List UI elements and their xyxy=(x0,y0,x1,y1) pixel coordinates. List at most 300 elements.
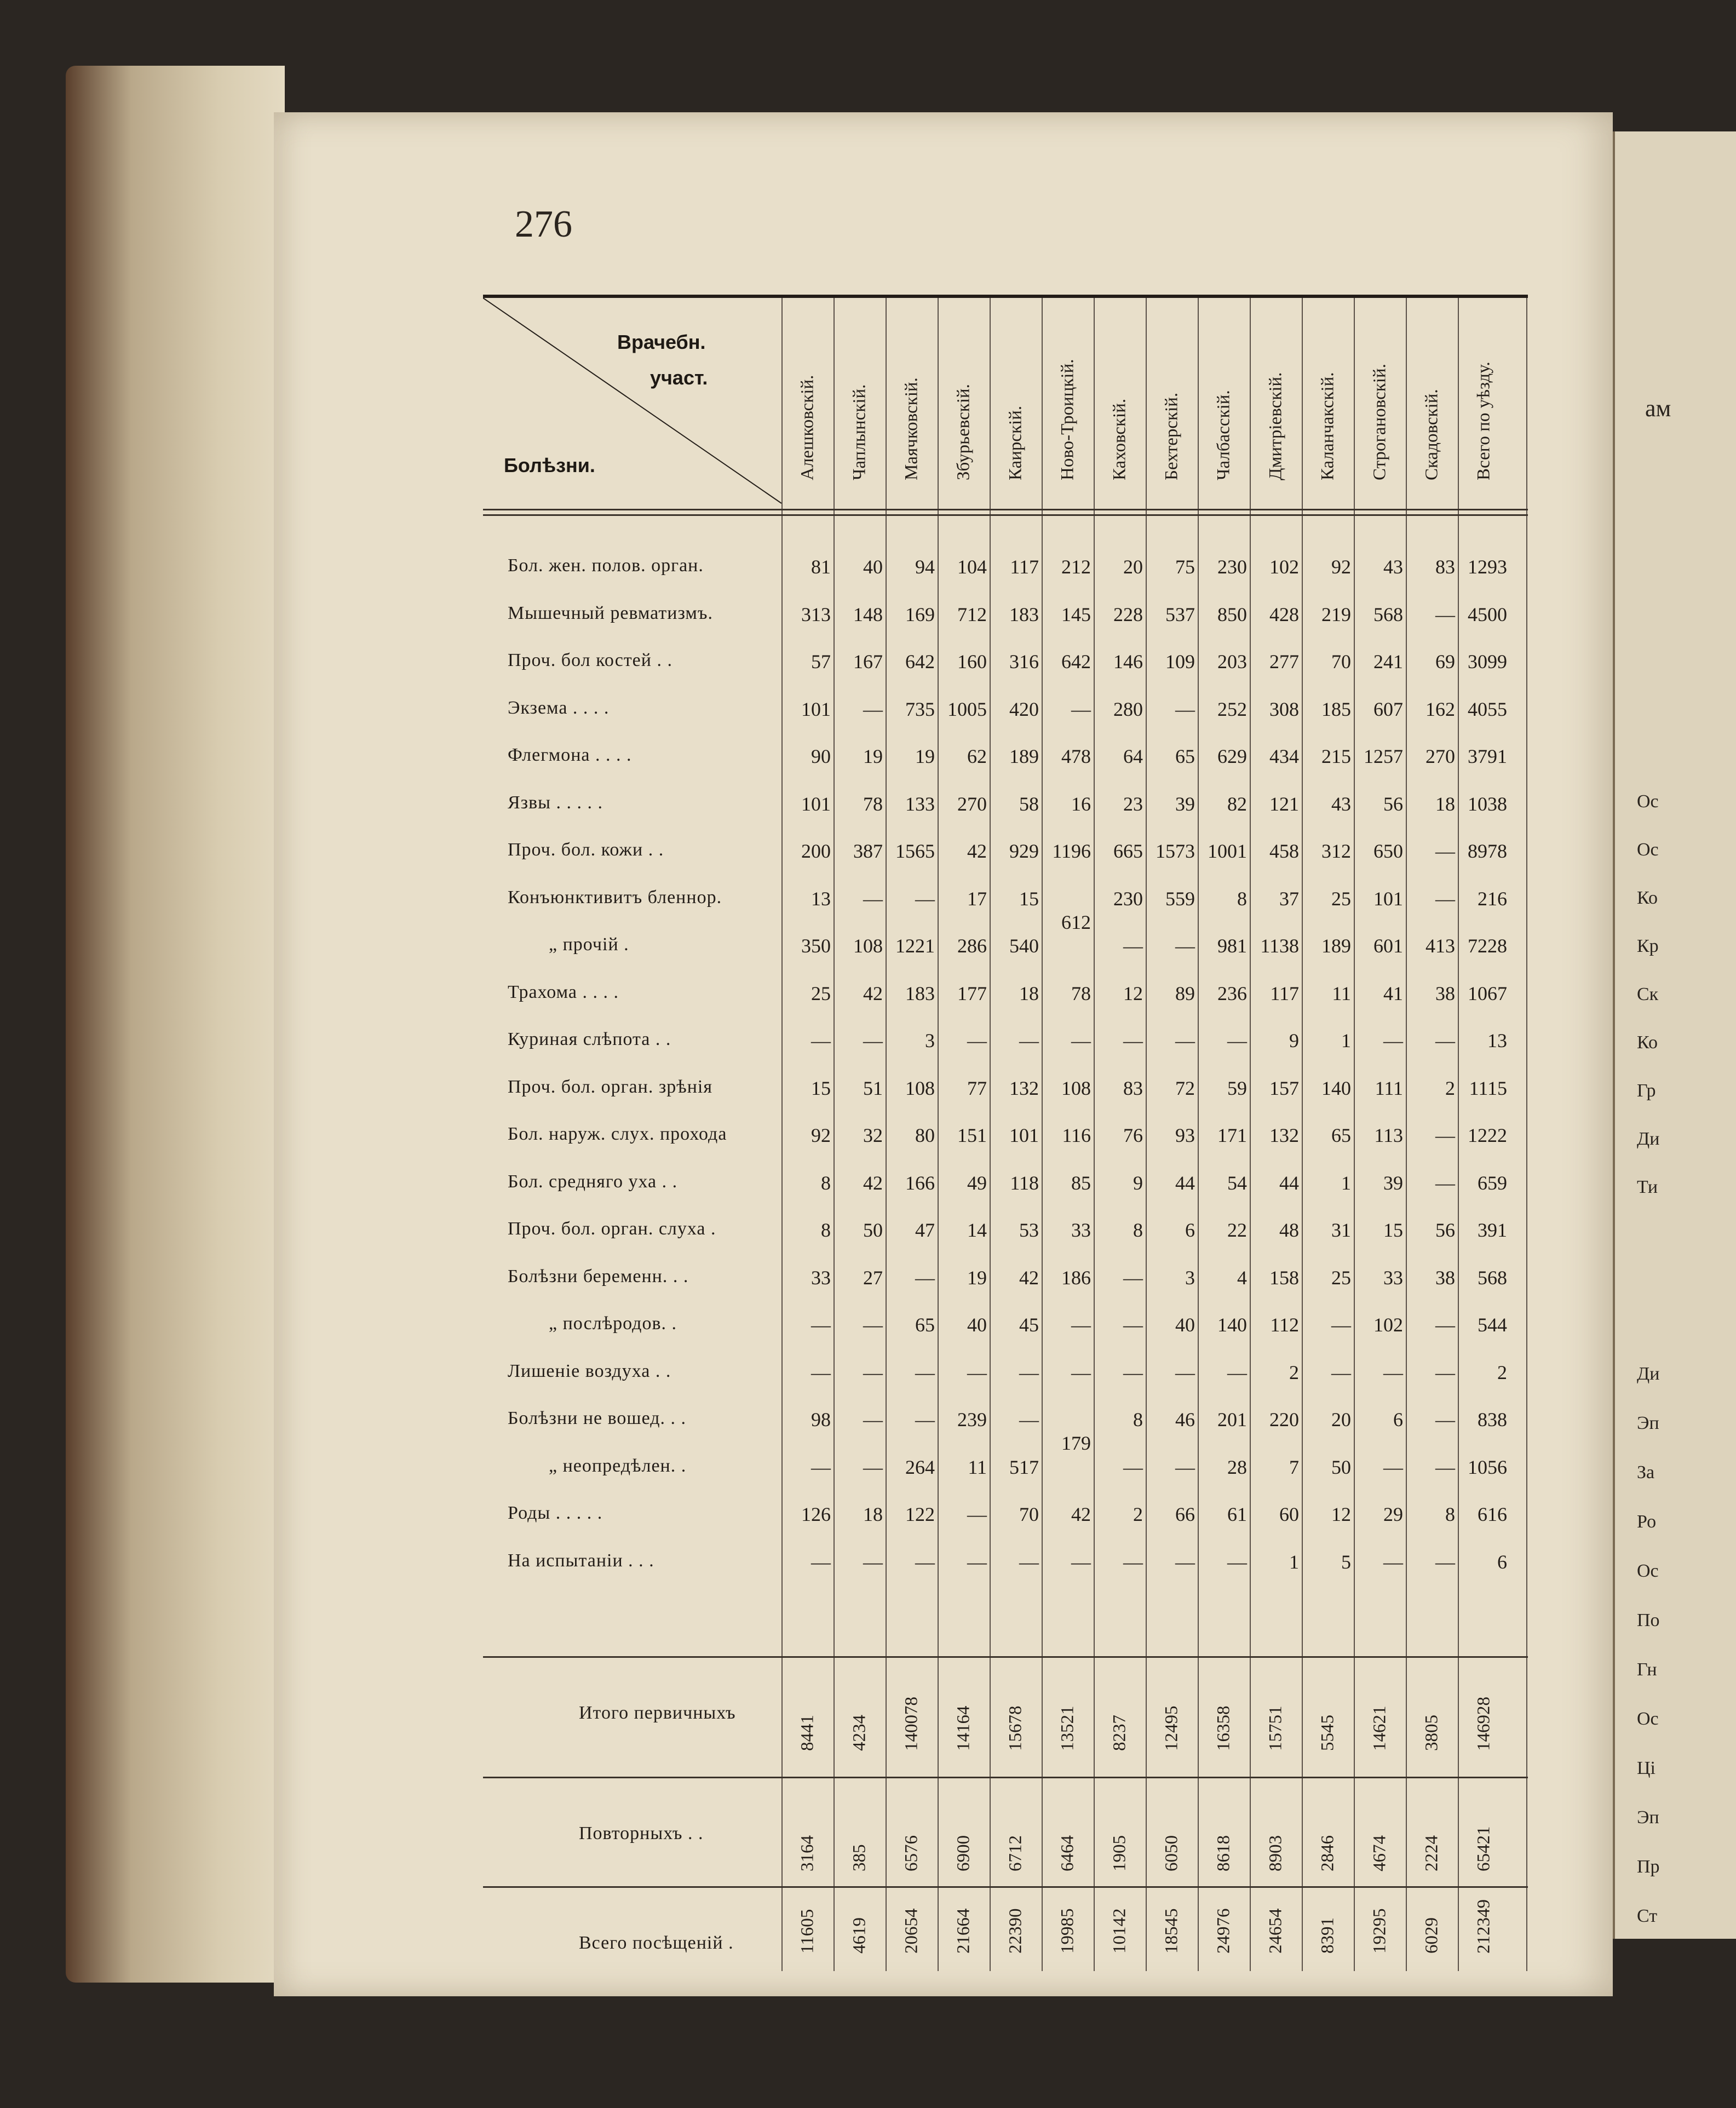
table-cell: 151 xyxy=(957,1124,987,1146)
table-cell: 42 xyxy=(863,1171,883,1194)
column-header-label: Чаплынскій. xyxy=(849,384,869,480)
table-cell: 18 xyxy=(863,1503,883,1525)
facing-page-line: Ти xyxy=(1637,1177,1658,1197)
total-cell xyxy=(1406,1664,1458,1771)
table-cell: — xyxy=(811,1314,831,1336)
table-cell: 391 xyxy=(1478,1219,1507,1241)
total-value: 3164 xyxy=(797,1835,817,1871)
table-cell: — xyxy=(1019,1550,1039,1573)
table-cell: 9 xyxy=(1133,1171,1143,1194)
table-cell: 183 xyxy=(905,982,935,1004)
table-cell: 18 xyxy=(1019,982,1039,1004)
total-value: 22390 xyxy=(1005,1908,1025,1954)
table-cell: — xyxy=(967,1030,987,1052)
table-cell: 49 xyxy=(967,1171,987,1194)
table-cell: 568 xyxy=(1373,603,1403,625)
column-header xyxy=(1302,320,1354,501)
total-value: 10142 xyxy=(1110,1908,1129,1954)
total-cell xyxy=(1198,1894,1250,1974)
total-value: 2846 xyxy=(1318,1835,1337,1871)
total-value: 20654 xyxy=(901,1908,921,1954)
table-cell: — xyxy=(1175,935,1195,957)
table-cell: 8 xyxy=(1133,1219,1143,1241)
total-cell xyxy=(990,1664,1042,1771)
total-cell xyxy=(1198,1785,1250,1892)
table-cell: 60 xyxy=(1279,1503,1299,1525)
total-cell xyxy=(781,1894,833,1974)
table-cell: 78 xyxy=(1071,982,1091,1004)
table-cell: 219 xyxy=(1321,603,1351,625)
table-cell: 146 xyxy=(1113,651,1143,673)
table-cell: 312 xyxy=(1321,840,1351,862)
table-cell: — xyxy=(1019,1409,1039,1431)
table-cell: 12 xyxy=(1331,1503,1351,1525)
table-cell: 56 xyxy=(1383,792,1403,815)
table-cell: 50 xyxy=(863,1219,883,1241)
total-value: 2224 xyxy=(1422,1835,1441,1871)
row-label: Бол. средняго уха . . xyxy=(508,1171,678,1192)
table-cell: 113 xyxy=(1374,1124,1403,1146)
column-header xyxy=(1042,320,1094,501)
table-cell: 1001 xyxy=(1208,840,1247,862)
total-value: 8618 xyxy=(1214,1835,1233,1871)
table-cell: 735 xyxy=(905,698,935,720)
table-cell: 1 xyxy=(1341,1171,1351,1194)
table-cell: 6 xyxy=(1393,1409,1403,1431)
row-label: Куриная слѣпота . . xyxy=(508,1029,671,1049)
table-cell: — xyxy=(863,1030,883,1052)
table-cell: 104 xyxy=(957,556,987,578)
total-cell xyxy=(886,1664,938,1771)
table-cell: — xyxy=(1071,1550,1091,1573)
table-cell: 50 xyxy=(1331,1456,1351,1478)
total-value: 1905 xyxy=(1110,1835,1129,1871)
table-cell: — xyxy=(1383,1456,1403,1478)
table-cell: — xyxy=(1435,1409,1455,1431)
total-value: 8237 xyxy=(1110,1715,1129,1751)
table-cell: 70 xyxy=(1331,651,1351,673)
total-value: 65421 xyxy=(1474,1826,1493,1871)
table-cell: 83 xyxy=(1435,556,1455,578)
facing-page-line: Ко xyxy=(1637,888,1658,908)
table-cell: 642 xyxy=(905,651,935,673)
total-cell xyxy=(1458,1894,1510,1974)
table-cell: — xyxy=(1227,1030,1247,1052)
row-label: Конъюнктивитъ бленнор. xyxy=(508,887,722,907)
table-cell: — xyxy=(1383,1030,1403,1052)
table-cell: — xyxy=(1123,1030,1143,1052)
facing-page-line: Ос xyxy=(1637,1561,1659,1581)
table-cell: 185 xyxy=(1321,698,1351,720)
table-cell: 39 xyxy=(1175,792,1195,815)
table-cell: 3 xyxy=(1185,1266,1195,1289)
table-cell: 20 xyxy=(1331,1409,1351,1431)
table-cell: 1056 xyxy=(1468,1456,1507,1478)
table-cell: 162 xyxy=(1425,698,1455,720)
table-cell: — xyxy=(1123,935,1143,957)
total-cell xyxy=(1146,1785,1198,1892)
total-value: 19295 xyxy=(1370,1908,1389,1954)
table-cell: 132 xyxy=(1009,1077,1039,1099)
column-header-label: Ново-Троицкій. xyxy=(1057,359,1077,480)
table-cell: 108 xyxy=(853,935,883,957)
facing-page-line: Ро xyxy=(1637,1512,1657,1532)
total-cell xyxy=(1354,1664,1406,1771)
table-cell: — xyxy=(1227,1361,1247,1383)
table-cell: 46 xyxy=(1175,1409,1195,1431)
table-cell: 478 xyxy=(1061,745,1091,767)
table-cell: 929 xyxy=(1009,840,1039,862)
table-cell: 42 xyxy=(1071,1503,1091,1525)
total-cell xyxy=(1198,1664,1250,1771)
table-cell: — xyxy=(1175,1361,1195,1383)
table-cell: 241 xyxy=(1373,651,1403,673)
table-cell: 85 xyxy=(1071,1171,1091,1194)
corner-label-top: Врачебн. xyxy=(617,331,706,353)
merged-cell-konjunktivit: 612 xyxy=(1061,911,1091,933)
table-cell: 280 xyxy=(1113,698,1143,720)
table-cell: — xyxy=(1175,1550,1195,1573)
table-cell: 186 xyxy=(1061,1266,1091,1289)
table-cell: 32 xyxy=(863,1124,883,1146)
table-cell: 23 xyxy=(1123,792,1143,815)
table-cell: 413 xyxy=(1425,935,1455,957)
table-cell: 200 xyxy=(801,840,831,862)
table-cell: — xyxy=(863,698,883,720)
table-cell: 109 xyxy=(1165,651,1195,673)
total-cell xyxy=(1042,1664,1094,1771)
table-cell: 82 xyxy=(1227,792,1247,815)
table-cell: 116 xyxy=(1062,1124,1091,1146)
total-value: 19985 xyxy=(1057,1908,1077,1954)
total-value: 14621 xyxy=(1370,1705,1389,1751)
table-cell: 216 xyxy=(1478,887,1507,910)
table-cell: 25 xyxy=(811,982,831,1004)
corner-label-bottom: Болѣзни. xyxy=(504,454,595,476)
table-cell: 1196 xyxy=(1052,840,1091,862)
table-cell: — xyxy=(1071,1361,1091,1383)
table-cell: 62 xyxy=(967,745,987,767)
table-cell: 19 xyxy=(915,745,935,767)
table-cell: — xyxy=(1435,1030,1455,1052)
table-cell: 38 xyxy=(1435,1266,1455,1289)
table-cell: 458 xyxy=(1269,840,1299,862)
table-cell: 122 xyxy=(905,1503,935,1525)
table-cell: 12 xyxy=(1123,982,1143,1004)
table-cell: 121 xyxy=(1269,792,1299,815)
table-cell: 544 xyxy=(1478,1314,1507,1336)
table-cell: 215 xyxy=(1321,745,1351,767)
table-cell: — xyxy=(1435,1361,1455,1383)
table-cell: 177 xyxy=(957,982,987,1004)
total-value: 146928 xyxy=(1474,1697,1493,1751)
table-cell: — xyxy=(811,1030,831,1052)
table-cell: 58 xyxy=(1019,792,1039,815)
table-cell: 31 xyxy=(1331,1219,1351,1241)
table-cell: 8978 xyxy=(1468,840,1507,862)
disease-table xyxy=(483,295,1528,1971)
table-cell: — xyxy=(1435,887,1455,910)
table-cell: — xyxy=(863,887,883,910)
total-cell xyxy=(1042,1785,1094,1892)
table-cell: 28 xyxy=(1227,1456,1247,1478)
table-cell: — xyxy=(915,1266,935,1289)
table-cell: 48 xyxy=(1279,1219,1299,1241)
table-cell: 183 xyxy=(1009,603,1039,625)
table-cell: 37 xyxy=(1279,887,1299,910)
table-cell: 665 xyxy=(1113,840,1143,862)
table-cell: 6 xyxy=(1185,1219,1195,1241)
table-cell: 77 xyxy=(967,1077,987,1099)
table-cell: 3791 xyxy=(1468,745,1507,767)
table-cell: 659 xyxy=(1478,1171,1507,1194)
table-cell: 220 xyxy=(1269,1409,1299,1431)
table-cell: 75 xyxy=(1175,556,1195,578)
table-cell: — xyxy=(1331,1361,1351,1383)
facing-page-fragment: ам xyxy=(1645,395,1671,422)
total-cell xyxy=(781,1785,833,1892)
table-cell: — xyxy=(1331,1314,1351,1336)
totals-rule xyxy=(483,1656,1528,1658)
total-value: 8903 xyxy=(1266,1835,1285,1871)
column-header xyxy=(1406,320,1458,501)
facing-page-line: Ос xyxy=(1637,840,1659,860)
table-cell: 90 xyxy=(811,745,831,767)
table-cell: 57 xyxy=(811,651,831,673)
table-cell: 45 xyxy=(1019,1314,1039,1336)
table-cell: 126 xyxy=(801,1503,831,1525)
column-header-label: Збурьевскій. xyxy=(953,384,973,480)
total-cell xyxy=(1302,1894,1354,1974)
total-cell xyxy=(1302,1785,1354,1892)
total-label: Итого первичныхъ xyxy=(579,1703,736,1723)
total-cell xyxy=(1250,1664,1302,1771)
table-cell: 1222 xyxy=(1468,1124,1507,1146)
total-value: 3805 xyxy=(1422,1715,1441,1751)
table-cell: 2 xyxy=(1289,1361,1299,1383)
total-cell xyxy=(1354,1785,1406,1892)
table-cell: 981 xyxy=(1217,935,1247,957)
table-cell: 117 xyxy=(1010,556,1039,578)
table-cell: 308 xyxy=(1269,698,1299,720)
table-cell: 39 xyxy=(1383,1171,1403,1194)
table-cell: 160 xyxy=(957,651,987,673)
table-cell: 5 xyxy=(1341,1550,1351,1573)
row-label: Проч. бол костей . . xyxy=(508,650,672,670)
table-cell: 13 xyxy=(1487,1030,1507,1052)
table-cell: 1293 xyxy=(1468,556,1507,578)
total-cell xyxy=(1094,1894,1146,1974)
table-cell: 102 xyxy=(1373,1314,1403,1336)
total-value: 8391 xyxy=(1318,1917,1337,1954)
row-label: На испытаніи . . . xyxy=(508,1550,654,1571)
column-header xyxy=(1146,320,1198,501)
table-cell: — xyxy=(1227,1550,1247,1573)
table-cell: 1565 xyxy=(895,840,935,862)
table-cell: 189 xyxy=(1321,935,1351,957)
table-cell: 166 xyxy=(905,1171,935,1194)
table-cell: 270 xyxy=(1425,745,1455,767)
table-cell: 89 xyxy=(1175,982,1195,1004)
facing-page-line: Ди xyxy=(1637,1129,1660,1149)
table-cell: — xyxy=(1123,1266,1143,1289)
table-cell: — xyxy=(1383,1361,1403,1383)
table-cell: 33 xyxy=(1383,1266,1403,1289)
column-header xyxy=(1198,320,1250,501)
row-label: Язвы . . . . . xyxy=(508,792,603,813)
table-cell: 42 xyxy=(863,982,883,1004)
table-cell: — xyxy=(967,1550,987,1573)
total-value: 24654 xyxy=(1266,1908,1285,1954)
table-cell: 1221 xyxy=(895,935,935,957)
table-cell: 145 xyxy=(1061,603,1091,625)
table-cell: 264 xyxy=(905,1456,935,1478)
row-label: Бол. жен. полов. орган. xyxy=(508,555,704,576)
table-cell: 108 xyxy=(905,1077,935,1099)
total-value: 14164 xyxy=(953,1705,973,1751)
row-label: Болѣзни не вошед. . . xyxy=(508,1408,687,1428)
total-value: 16358 xyxy=(1214,1705,1233,1751)
column-header xyxy=(1458,320,1510,501)
table-cell: 8 xyxy=(821,1219,831,1241)
table-cell: 43 xyxy=(1383,556,1403,578)
table-cell: — xyxy=(1175,698,1195,720)
total-cell xyxy=(1406,1785,1458,1892)
table-cell: 118 xyxy=(1010,1171,1039,1194)
total-cell xyxy=(1406,1894,1458,1974)
column-header xyxy=(990,320,1042,501)
table-cell: 2 xyxy=(1133,1503,1143,1525)
table-cell: — xyxy=(915,1361,935,1383)
total-value: 8441 xyxy=(797,1715,817,1751)
table-cell: 56 xyxy=(1435,1219,1455,1241)
table-cell: 11 xyxy=(1332,982,1351,1004)
table-cell: 65 xyxy=(1331,1124,1351,1146)
total-value: 6050 xyxy=(1162,1835,1181,1871)
total-cell xyxy=(990,1785,1042,1892)
table-cell: — xyxy=(1175,1030,1195,1052)
total-value: 15678 xyxy=(1005,1705,1025,1751)
table-cell: — xyxy=(811,1361,831,1383)
facing-page-line: Эп xyxy=(1637,1413,1659,1433)
table-cell: 420 xyxy=(1009,698,1039,720)
table-cell: 140 xyxy=(1321,1077,1351,1099)
table-cell: — xyxy=(1123,1456,1143,1478)
total-cell xyxy=(1250,1785,1302,1892)
column-header xyxy=(833,320,886,501)
total-cell xyxy=(1458,1664,1510,1771)
table-cell: 1 xyxy=(1289,1550,1299,1573)
total-cell xyxy=(886,1894,938,1974)
column-header xyxy=(938,320,990,501)
column-header-label: Бехтерскій. xyxy=(1162,392,1181,480)
total-cell xyxy=(1094,1664,1146,1771)
table-cell: 157 xyxy=(1269,1077,1299,1099)
table-cell: 850 xyxy=(1217,603,1247,625)
table-cell: 11 xyxy=(968,1456,987,1478)
table-cell: 38 xyxy=(1435,982,1455,1004)
total-cell xyxy=(938,1664,990,1771)
row-label: „ неопредѣлен. . xyxy=(549,1455,687,1476)
table-cell: 15 xyxy=(1383,1219,1403,1241)
table-cell: 1038 xyxy=(1468,792,1507,815)
total-cell xyxy=(833,1894,886,1974)
facing-page-line: Ос xyxy=(1637,1709,1659,1729)
table-cell: — xyxy=(863,1314,883,1336)
table-cell: 65 xyxy=(1175,745,1195,767)
table-cell: 18 xyxy=(1435,792,1455,815)
table-cell: 7 xyxy=(1289,1456,1299,1478)
table-cell: 27 xyxy=(863,1266,883,1289)
table-cell: 6 xyxy=(1497,1550,1507,1573)
table-cell: 8 xyxy=(821,1171,831,1194)
total-cell xyxy=(886,1785,938,1892)
total-value: 15751 xyxy=(1266,1705,1285,1751)
table-cell: 629 xyxy=(1217,745,1247,767)
total-cell xyxy=(1302,1664,1354,1771)
table-cell: 70 xyxy=(1019,1503,1039,1525)
total-cell xyxy=(1094,1785,1146,1892)
total-cell xyxy=(833,1664,886,1771)
column-header xyxy=(1094,320,1146,501)
column-header-label: Строгановскій. xyxy=(1370,364,1389,480)
table-cell: — xyxy=(915,1409,935,1431)
page-number: 276 xyxy=(515,203,572,245)
facing-page-line: Ці xyxy=(1637,1758,1655,1778)
total-value: 11605 xyxy=(797,1909,817,1954)
table-cell: 66 xyxy=(1175,1503,1195,1525)
column-divider xyxy=(1526,298,1527,1971)
table-cell: 3 xyxy=(925,1030,935,1052)
row-label: Мышечный ревматизмъ. xyxy=(508,602,713,623)
table-cell: 167 xyxy=(853,651,883,673)
merged-cell-bolezni: 179 xyxy=(1061,1432,1091,1455)
total-value: 24976 xyxy=(1214,1908,1233,1954)
facing-page-line: Пр xyxy=(1637,1857,1660,1877)
table-cell: 350 xyxy=(801,935,831,957)
total-value: 6712 xyxy=(1005,1835,1025,1871)
table-cell: 20 xyxy=(1123,556,1143,578)
table-cell: 54 xyxy=(1227,1171,1247,1194)
total-cell xyxy=(833,1785,886,1892)
table-cell: 22 xyxy=(1227,1219,1247,1241)
table-cell: 1005 xyxy=(947,698,987,720)
column-header-label: Чалбасскій. xyxy=(1214,390,1233,480)
table-cell: — xyxy=(1123,1361,1143,1383)
table-cell: 252 xyxy=(1217,698,1247,720)
column-header xyxy=(1250,320,1302,501)
table-cell: 1257 xyxy=(1364,745,1403,767)
total-label: Повторныхъ . . xyxy=(579,1823,704,1843)
corner-label-middle: участ. xyxy=(650,366,708,389)
table-cell: 517 xyxy=(1009,1456,1039,1478)
table-cell: 559 xyxy=(1165,887,1195,910)
table-cell: 61 xyxy=(1227,1503,1247,1525)
total-value: 13521 xyxy=(1057,1705,1077,1751)
table-cell: — xyxy=(1435,840,1455,862)
facing-page-line: Ди xyxy=(1637,1364,1660,1384)
table-cell: 428 xyxy=(1269,603,1299,625)
total-cell xyxy=(1458,1785,1510,1892)
table-cell: 43 xyxy=(1331,792,1351,815)
table-cell: 1573 xyxy=(1156,840,1195,862)
total-value: 212349 xyxy=(1474,1899,1493,1954)
table-cell: — xyxy=(811,1456,831,1478)
table-cell: 230 xyxy=(1217,556,1247,578)
total-value: 140078 xyxy=(901,1697,921,1751)
total-value: 4619 xyxy=(849,1917,869,1954)
table-cell: 101 xyxy=(801,698,831,720)
